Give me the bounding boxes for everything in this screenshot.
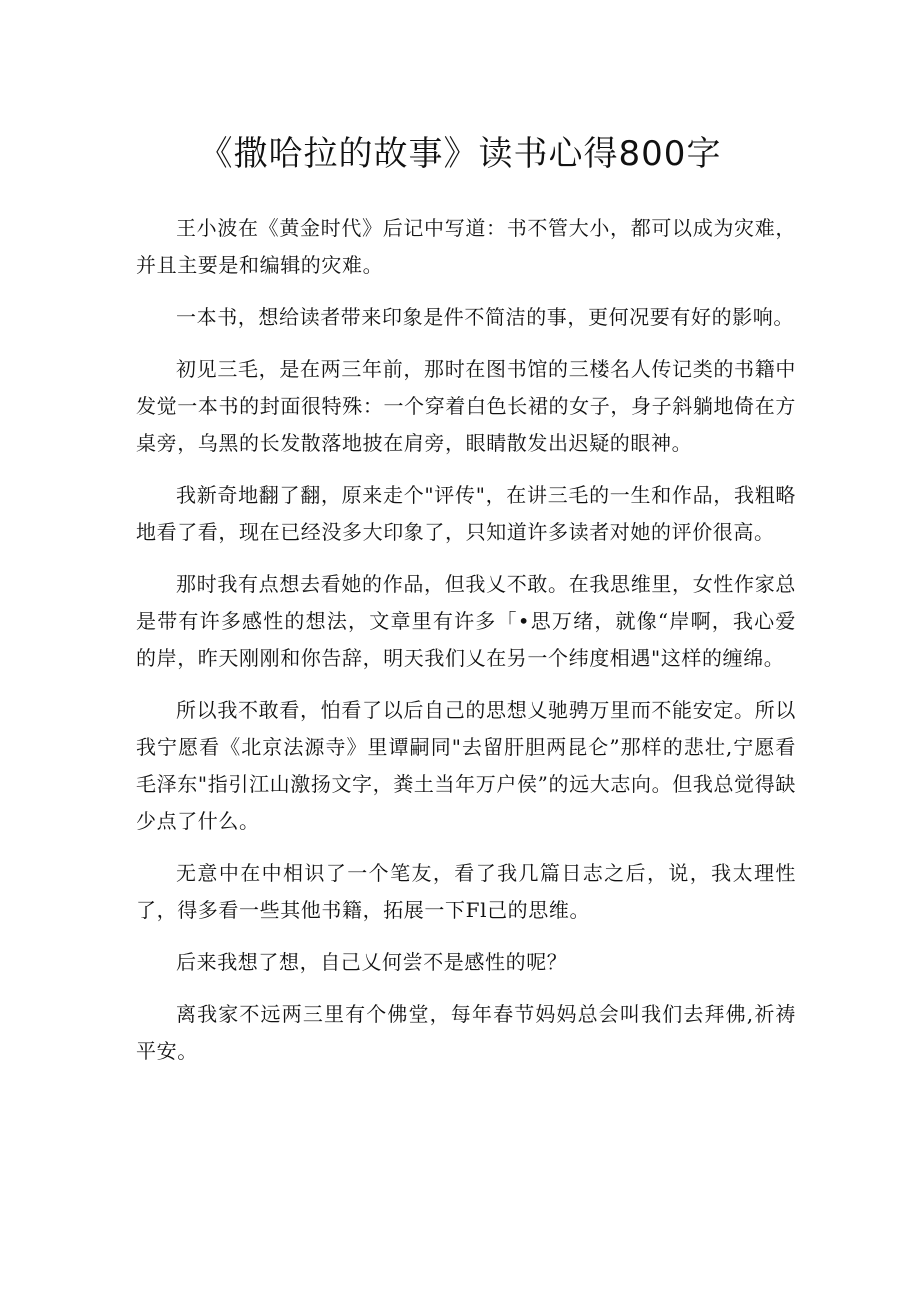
- paragraph-9: 离我家不远两三里有个佛堂，每年春节妈妈总会叫我们去拜佛,祈祷平安。: [136, 1002, 796, 1063]
- paragraph-5: 那时我有点想去看她的作品，但我乂不敢。在我思维里，女性作家总是带有许多感性的想法，文章里有许多「•思万绪，就像“岸啊，我心爱的岸，昨天刚刚和你告辞，明天我们乂在另一个纬度相遇"这样的缠绵。: [136, 572, 796, 670]
- paragraph-3: 初见三毛，是在两三年前，那时在图书馆的三楼名人传记类的书籍中发觉一本书的封面很特殊：一个穿着白色长裙的女子，身子斜躺地倚在方桌旁，乌黑的长发散落地披在肩旁，眼睛散发出迟疑的眼神。: [136, 357, 796, 455]
- document-body: [136, 210, 796, 1085]
- paragraph-1: 王小波在《黄金时代》后记中写道：书不管大小，都可以成为灾难，并且主要是和编辑的灾难。: [136, 216, 796, 277]
- document-title: 《撒哈拉的故事》读书心得800字: [198, 134, 722, 174]
- paragraph-2: 一本书，想给读者带来印象是件不简洁的事，更何况要有好的影响。: [176, 305, 794, 329]
- paragraph-8: 后来我想了想，自己乂何尝不是感性的呢？: [176, 950, 568, 974]
- paragraph-4: 我新奇地翻了翻，原来走个"评传"，在讲三毛的一生和作品，我粗略地看了看，现在已经没多大印象了，只知道许多读者对她的评价很高。: [136, 483, 796, 544]
- paragraph-7: 无意中在中相识了一个笔友，看了我几篇日志之后，说，我太理性了，得多看一些其他书籍，拓展一下Fl己的思维。: [136, 861, 796, 922]
- paragraph-6: 所以我不敢看，怕看了以后自己的思想乂驰骋万里而不能安定。所以我宁愿看《北京法源寺》里谭嗣同"去留肝胆两昆仑”那样的悲壮,宁愿看毛泽东"指引江山激扬文字，粪土当年万户侯”的远大志向。但我总觉得缺少点了什么。: [136, 698, 796, 833]
